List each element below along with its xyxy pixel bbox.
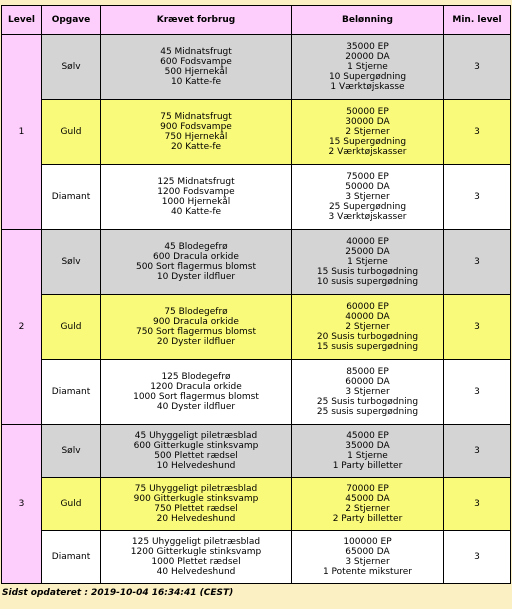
required-item: 1200 Gitterkugle stinksvamp [130, 547, 262, 557]
min-level-cell: 3 [444, 531, 511, 584]
reward-item: 35000 DA [345, 441, 390, 451]
min-level-cell: 3 [444, 425, 511, 478]
required-item: 900 Fodsvampe [160, 122, 232, 132]
tier-solv-label: Sølv [42, 230, 101, 295]
tier-diamant-label: Diamant [42, 360, 101, 425]
header-kraevet-forbrug: Krævet forbrug [101, 6, 292, 35]
table-row [2, 165, 511, 230]
reward-cell [292, 165, 444, 230]
table-row [2, 478, 511, 531]
reward-cell [292, 100, 444, 165]
reward-item: 1 Party billetter [332, 461, 403, 471]
table-row [2, 531, 511, 584]
table-row [2, 35, 511, 100]
required-item: 600 Dracula orkide [153, 252, 239, 262]
min-level-cell: 3 [444, 478, 511, 531]
reward-item: 2 Stjerner [345, 504, 390, 514]
min-level-cell: 3 [444, 100, 511, 165]
header-row [2, 6, 511, 35]
reward-item: 40000 DA [345, 312, 390, 322]
reward-cell [292, 531, 444, 584]
reward-cell [292, 478, 444, 531]
reward-item: 10 susis supergødning [316, 277, 419, 287]
required-consumption-cell [101, 425, 292, 478]
reward-item: 25 Supergødning [328, 202, 407, 212]
reward-item: 1 Stjerne [347, 257, 388, 267]
required-consumption-cell [101, 165, 292, 230]
required-consumption-cell [101, 360, 292, 425]
required-item: 900 Gitterkugle stinksvamp [133, 494, 259, 504]
required-item: 900 Dracula orkide [153, 317, 239, 327]
reward-item: 25 Susis turbogødning [316, 397, 419, 407]
required-item: 500 Sort flagermus blomst [135, 262, 257, 272]
reward-item: 2 Stjerner [345, 127, 390, 137]
required-consumption-cell [101, 531, 292, 584]
required-item: 45 Blodegefrø [164, 242, 228, 252]
level-cell: 3 [2, 425, 42, 584]
reward-item: 10 Supergødning [328, 72, 407, 82]
header-level: Level [2, 6, 42, 35]
required-item: 1000 Hjernekål [161, 197, 231, 207]
required-item: 75 Uhyggeligt piletræsblad [134, 484, 258, 494]
reward-cell [292, 425, 444, 478]
required-item: 500 Hjernekål [164, 67, 228, 77]
reward-item: 1 Potente miksturer [322, 567, 413, 577]
reward-item: 50000 DA [345, 182, 390, 192]
min-level-cell: 3 [444, 360, 511, 425]
min-level-cell: 3 [444, 35, 511, 100]
required-item: 40 Dyster ildfluer [156, 402, 236, 412]
required-item: 75 Midnatsfrugt [160, 112, 232, 122]
required-consumption-cell [101, 230, 292, 295]
required-item: 75 Blodegefrø [164, 307, 228, 317]
required-item: 20 Katte-fe [170, 142, 222, 152]
required-item: 1000 Sort flagermus blomst [133, 392, 259, 402]
reward-item: 20000 DA [345, 52, 390, 62]
reward-item: 85000 EP [346, 367, 389, 377]
reward-item: 45000 DA [345, 494, 390, 504]
min-level-cell: 3 [444, 165, 511, 230]
reward-item: 15 susis supergødning [316, 342, 419, 352]
required-item: 125 Blodegefrø [161, 372, 231, 382]
reward-item: 20 Susis turbogødning [316, 332, 419, 342]
required-item: 1200 Fodsvampe [157, 187, 235, 197]
required-item: 40 Katte-fe [170, 207, 222, 217]
reward-cell [292, 360, 444, 425]
min-level-cell: 3 [444, 230, 511, 295]
table-row [2, 360, 511, 425]
level-cell: 2 [2, 230, 42, 425]
reward-item: 15 Susis turbogødning [316, 267, 419, 277]
required-consumption-cell [101, 100, 292, 165]
challenge-table [1, 5, 511, 584]
required-item: 45 Uhyggeligt piletræsblad [134, 431, 258, 441]
reward-cell [292, 295, 444, 360]
required-consumption-cell [101, 478, 292, 531]
reward-item: 1 Stjerne [347, 451, 388, 461]
required-item: 750 Plettet rædsel [154, 504, 238, 514]
reward-item: 35000 EP [346, 42, 389, 52]
reward-item: 45000 EP [346, 431, 389, 441]
tier-diamant-label: Diamant [42, 531, 101, 584]
required-item: 500 Plettet rædsel [154, 451, 238, 461]
reward-item: 65000 DA [345, 547, 390, 557]
reward-item: 75000 EP [346, 172, 389, 182]
tier-solv-label: Sølv [42, 35, 101, 100]
required-item: 1200 Dracula orkide [150, 382, 242, 392]
level-cell: 1 [2, 35, 42, 230]
table-row [2, 295, 511, 360]
min-level-cell: 3 [444, 295, 511, 360]
tier-diamant-label: Diamant [42, 165, 101, 230]
required-item: 20 Helvedeshund [156, 514, 236, 524]
header-min-level: Min. level [444, 6, 511, 35]
header-belonning: Belønning [292, 6, 444, 35]
reward-item: 3 Stjerner [345, 557, 390, 567]
reward-item: 2 Stjerner [345, 322, 390, 332]
reward-item: 60000 EP [346, 302, 389, 312]
reward-item: 60000 DA [345, 377, 390, 387]
reward-item: 3 Værktøjskasser [328, 212, 407, 222]
reward-cell [292, 230, 444, 295]
required-item: 600 Gitterkugle stinksvamp [133, 441, 259, 451]
tier-guld-label: Guld [42, 295, 101, 360]
required-item: 1000 Plettet rædsel [151, 557, 241, 567]
required-consumption-cell [101, 35, 292, 100]
required-item: 10 Helvedeshund [156, 461, 236, 471]
tier-guld-label: Guld [42, 478, 101, 531]
required-consumption-cell [101, 295, 292, 360]
reward-item: 2 Party billetter [332, 514, 403, 524]
required-item: 600 Fodsvampe [160, 57, 232, 67]
reward-item: 40000 EP [346, 237, 389, 247]
required-item: 125 Uhyggeligt piletræsblad [131, 537, 261, 547]
reward-item: 50000 EP [346, 107, 389, 117]
reward-item: 3 Stjerner [345, 192, 390, 202]
reward-item: 1 Værktøjskasse [330, 82, 405, 92]
table-row [2, 425, 511, 478]
required-item: 40 Helvedeshund [156, 567, 236, 577]
required-item: 10 Dyster ildfluer [156, 272, 236, 282]
reward-item: 30000 DA [345, 117, 390, 127]
reward-item: 1 Stjerne [347, 62, 388, 72]
table-row [2, 100, 511, 165]
table-row [2, 230, 511, 295]
reward-item: 3 Stjerner [345, 387, 390, 397]
required-item: 10 Katte-fe [170, 77, 222, 87]
tier-guld-label: Guld [42, 100, 101, 165]
header-opgave: Opgave [42, 6, 101, 35]
last-updated-text: Sidst opdateret : 2019-10-04 16:34:41 (CEST) [2, 588, 234, 598]
reward-item: 15 Supergødning [328, 137, 407, 147]
reward-item: 25 susis supergødning [316, 407, 419, 417]
reward-item: 2 Værktøjskasser [328, 147, 407, 157]
reward-item: 25000 DA [345, 247, 390, 257]
reward-item: 70000 EP [346, 484, 389, 494]
required-item: 125 Midnatsfrugt [157, 177, 235, 187]
required-item: 20 Dyster ildfluer [156, 337, 236, 347]
required-item: 45 Midnatsfrugt [160, 47, 232, 57]
required-item: 750 Sort flagermus blomst [135, 327, 257, 337]
reward-item: 100000 EP [343, 537, 392, 547]
tier-solv-label: Sølv [42, 425, 101, 478]
required-item: 750 Hjernekål [164, 132, 228, 142]
reward-cell [292, 35, 444, 100]
